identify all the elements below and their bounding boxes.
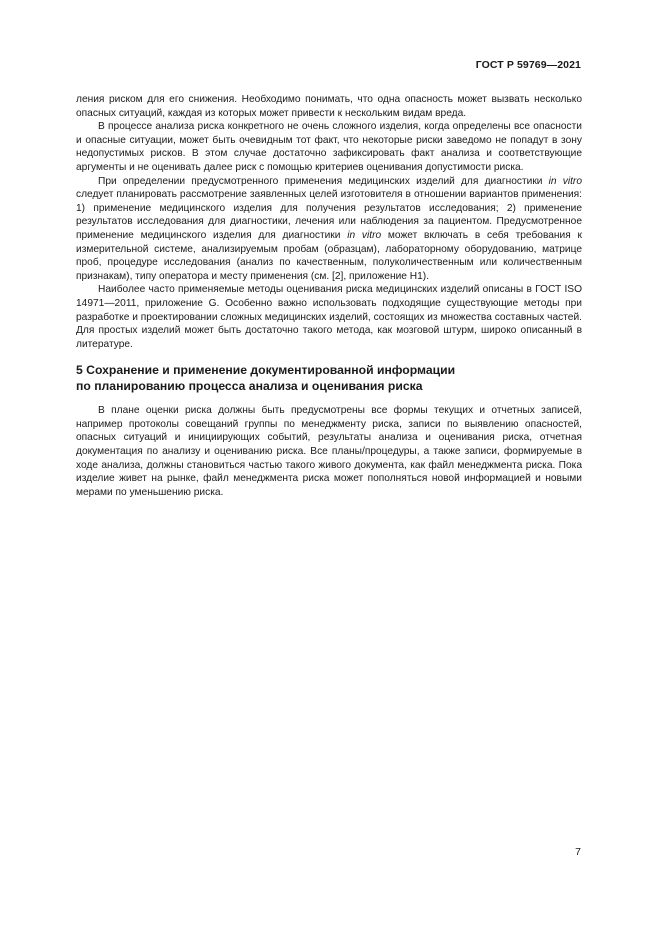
main-content — [76, 93, 582, 499]
p3-italic-in-vitro-2: in vitro — [347, 229, 382, 241]
paragraph-section-5: В плане оценки риска должны быть предусмотрены все формы текущих и отчетных записей, например протоколы совещаний группы по менеджменту риска, записи по выявлению опасностей, опасных ситуаций и инициирующих событий, результаты анализа и оценивания риска, отчетная документация по анализу и оцениванию риска. Все планы/процедуры, а также записи, формируемые в ходе анализа, должны становиться частью такого живого документа, как файл менеджмента риска. Пока изделие живет на рынке, файл менеджмента риска может пополняться новой информацией и новыми мерами по уменьшению риска. — [76, 405, 582, 498]
paragraph-ivd-intended-use — [76, 175, 582, 284]
document-code-header: ГОСТ Р 59769—2021 — [475, 59, 581, 71]
p3-italic-in-vitro-1: in vitro — [548, 175, 582, 187]
paragraph-risk-analysis: В процессе анализа риска конкретного не очень сложного изделия, когда определены все опасности и опасные ситуации, может быть очевидным тот факт, что некоторые риски заведомо не попадут в зону недопустимых рисков. В этом случае достаточно зафиксировать факт анализа и соответствующие аргументы и не оценивать далее риск с помощью критериев оценивания допустимости риска. — [76, 121, 582, 173]
page-number: 7 — [575, 846, 581, 858]
section-5-title-line2: по планированию процесса анализа и оценивания риска — [76, 378, 423, 393]
section-5-title — [76, 363, 582, 394]
paragraph-continued: ления риском для его снижения. Необходимо понимать, что одна опасность может вызвать несколько опасных ситуаций, каждая из которых может привести к нескольким видам вреда. — [76, 94, 582, 119]
section-5-title-line1: 5 Сохранение и применение документированной информации — [76, 363, 456, 378]
p3-text-b: следует планировать рассмотрение заявленных целей изготовителя в отношении вариантов применения: 1) применение медицинского изделия для получения результатов исследования; 2) применение результатов исследования для диагностики, лечения или наблюдения за пациентом. Предусмотренное применение медицинского изделия для диагностики — [76, 189, 582, 241]
p3-text-a: При определении предусмотренного применения медицинских изделий для диагностики — [98, 175, 549, 187]
p3-text-c: может включать в себя требования к измерительной системе, анализируемым пробам (образцам), лабораторному оборудованию, матрице проб, процедуре исследования (анализ по качественным, полуколичественным или количественным признакам), типу оператора и месту применения (см. [2], приложение Н1). — [76, 229, 582, 282]
paragraph-risk-methods: Наиболее часто применяемые методы оценивания риска медицинских изделий описаны в ГОСТ ISO 14971—2011, приложение G. Особенно важно использовать подходящие существующие методы при разработке и проектировании сложных медицинских изделий, состоящих из множества составных частей. Для простых изделий может быть достаточно такого метода, как мозговой штурм, широко описанный в литературе. — [76, 284, 582, 350]
